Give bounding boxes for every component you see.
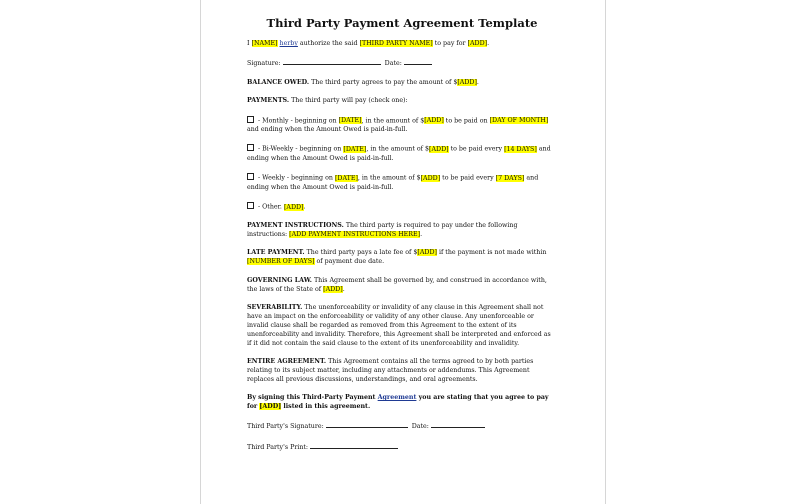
option-text: to be paid every [440, 174, 496, 182]
third-party-print-line [247, 442, 557, 453]
option-text: , in the amount of $ [361, 117, 425, 125]
signature-label: Signature: [247, 60, 283, 68]
add-placeholder: [ADD] [323, 285, 343, 293]
option-text: , in the amount of $ [366, 145, 430, 153]
option-text: , in the amount of $ [357, 174, 421, 182]
herby-link[interactable]: herby [279, 40, 298, 47]
third-party-name-placeholder: [THIRD PARTY NAME] [359, 40, 433, 47]
closing-text: listed in this agreement. [281, 403, 371, 411]
other-option [247, 202, 557, 212]
option-text: - Monthly - beginning on [256, 117, 339, 125]
instructions-placeholder: [ADD PAYMENT INSTRUCTIONS HERE] [289, 230, 421, 238]
severability-heading: SEVERABILITY. [247, 303, 303, 311]
entire-text: This Agreement contains all the terms agreed to by both parties relating to its subject matter, including any attachments or addendums. This Agreement replaces all previous discussions, understandings, and oral agreements. [247, 357, 534, 383]
intro-paragraph [247, 40, 557, 49]
entire-agreement-paragraph [247, 358, 557, 385]
intro-text: I [247, 40, 252, 47]
late-payment-paragraph [247, 249, 557, 267]
option-text: - Other. [256, 203, 284, 211]
signature-line [247, 58, 557, 69]
date-label: Date: [384, 60, 404, 68]
date-placeholder: [DATE] [334, 174, 358, 182]
date-label: Date: [411, 423, 431, 431]
signature-blank[interactable] [283, 58, 381, 65]
intro-text: authorize the said [297, 40, 360, 47]
document-title: Third Party Payment Agreement Template [266, 16, 538, 30]
option-text: to be paid on [443, 117, 490, 125]
add-placeholder: [ADD] [467, 40, 488, 47]
date-blank[interactable] [404, 58, 432, 65]
monthly-checkbox[interactable] [247, 116, 254, 123]
late-heading: LATE PAYMENT. [247, 249, 305, 257]
monthly-option [247, 116, 557, 135]
instructions-paragraph [247, 222, 557, 240]
weekly-option [247, 173, 557, 192]
name-placeholder: [NAME] [251, 40, 278, 47]
biweekly-option [247, 144, 557, 163]
late-text: if the payment is not made within [436, 249, 547, 257]
other-checkbox[interactable] [247, 202, 254, 209]
add-placeholder: [ADD] [420, 174, 441, 182]
intro-text: . [487, 40, 490, 47]
add-placeholder: [ADD] [457, 78, 477, 86]
days-placeholder: [14 DAYS] [504, 145, 537, 153]
option-text: - Weekly - beginning on [256, 174, 335, 182]
instructions-text: The third party is required to pay under the following instructions: [247, 221, 518, 238]
number-of-days-placeholder: [NUMBER OF DAYS] [247, 258, 315, 266]
third-party-signature-label: Third Party's Signature: [247, 423, 326, 431]
days-placeholder: [7 DAYS] [495, 174, 525, 182]
balance-heading: BALANCE OWED. [247, 78, 310, 86]
weekly-checkbox[interactable] [247, 173, 254, 180]
payments-heading: PAYMENTS. [247, 97, 290, 105]
option-text: - Bi-Weekly - beginning on [256, 145, 344, 153]
option-text: . [303, 203, 306, 211]
governing-law-paragraph [247, 277, 557, 295]
date-placeholder: [DATE] [338, 117, 362, 125]
instructions-text: . [420, 230, 423, 238]
closing-text: you are stating that you agree to pay for [247, 394, 549, 411]
balance-text: The third party agrees to pay the amount of $ [309, 78, 458, 86]
option-text: and ending when the Amount Owed is paid-in-full. [247, 126, 408, 134]
intro-text: to pay for [432, 40, 468, 47]
closing-paragraph [247, 394, 557, 412]
severability-paragraph [247, 304, 557, 349]
add-placeholder: [ADD] [283, 203, 304, 211]
severability-text: The unenforceability or invalidity of any clause in this Agreement shall not have an impact on the enforceability or validity of any other clause. Any unenforceable or invalid clause shall be regarded as removed from this Agreement to the extent of its unenforceability and invalidity. Therefore, this Agreement shall be interpreted and enforced as if it did not contain the said clause to the extent of its unenforceability and invalidity. [247, 303, 551, 347]
third-party-signature-line [247, 421, 557, 432]
option-text: and ending when the Amount Owed is paid-in-full. [247, 174, 539, 191]
add-placeholder: [ADD] [259, 403, 282, 411]
third-party-print-blank[interactable] [310, 442, 398, 449]
agreement-link[interactable]: Agreement [377, 394, 417, 402]
closing-text: By signing this Third-Party Payment [247, 394, 378, 402]
governing-text: . [342, 285, 345, 293]
late-text: The third party pays a late fee of $ [304, 249, 418, 257]
date-blank[interactable] [431, 421, 485, 428]
add-placeholder: [ADD] [417, 249, 437, 257]
balance-paragraph [247, 79, 557, 88]
third-party-signature-blank[interactable] [326, 421, 408, 428]
date-placeholder: [DATE] [343, 145, 367, 153]
add-placeholder: [ADD] [429, 145, 449, 153]
balance-text: . [476, 78, 479, 86]
document-content [247, 16, 557, 462]
payments-text: The third party will pay (check one): [289, 97, 408, 105]
option-text: and ending when the Amount Owed is paid-in-full. [247, 145, 551, 162]
third-party-print-label: Third Party's Print: [247, 443, 311, 451]
instructions-heading: PAYMENT INSTRUCTIONS. [247, 221, 344, 229]
governing-heading: GOVERNING LAW. [247, 276, 312, 284]
entire-heading: ENTIRE AGREEMENT. [247, 357, 327, 365]
biweekly-checkbox[interactable] [247, 144, 254, 151]
option-text: to be paid every [448, 145, 505, 153]
payments-paragraph [247, 97, 557, 106]
add-placeholder: [ADD] [424, 117, 444, 125]
day-of-month-placeholder: [DAY OF MONTH] [489, 117, 549, 125]
governing-text: This Agreement shall be governed by, and construed in accordance with, the laws of the State of [247, 276, 547, 293]
late-text: of payment due date. [314, 258, 385, 266]
document-page [200, 0, 606, 504]
